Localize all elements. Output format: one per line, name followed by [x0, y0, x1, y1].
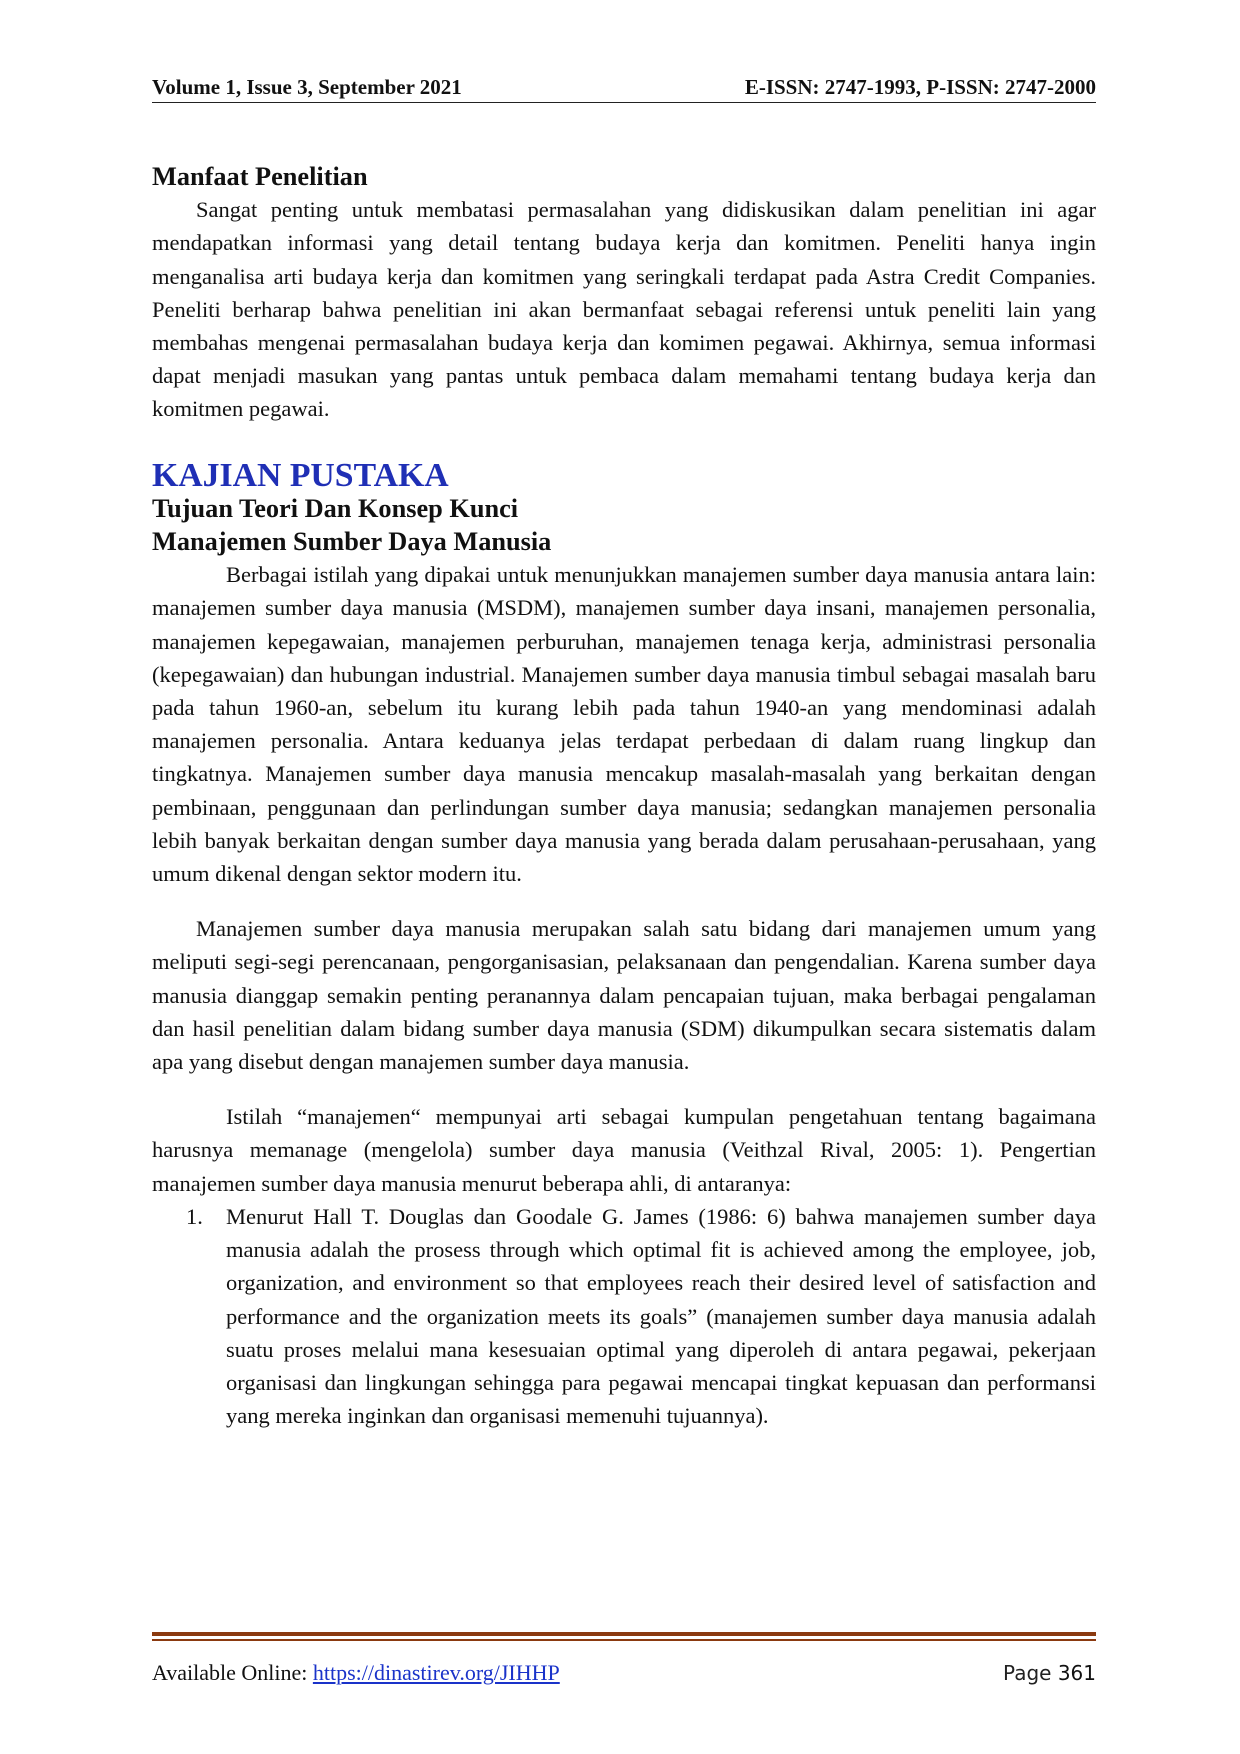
page-label: Page: [1003, 1661, 1058, 1685]
footer-divider-thin: [152, 1639, 1096, 1641]
page-footer: [152, 1660, 1096, 1686]
paragraph-msdm-1: Berbagai istilah yang dipakai untuk menunjukkan manajemen sumber daya manusia antara lain: manajemen sumber daya manusia (MSDM), manajemen sumber daya insani, manajemen personalia, manajemen kepegawaian, manajemen perburuhan, manajemen tenaga kerja, administrasi personalia (kepegawaian) dan hubungan industrial. Manajemen sumber daya manusia timbul sebagai masalah baru pada tahun 1960-an, sebelum itu kurang lebih pada tahun 1940-an yang mendominasi adalah manajemen personalia. Antara keduanya jelas terdapat perbedaan di dalam ruang lingkup dan tingkatnya. Manajemen sumber daya manusia mencakup masalah-masalah yang berkaitan dengan pembinaan, penggunaan dan perlindungan sumber daya manusia; sedangkan manajemen personalia lebih banyak berkaitan dengan sumber daya manusia yang berada dalam perusahaan-perusahaan, yang umum dikenal dengan sektor modern itu.: [152, 562, 1096, 887]
footer-divider-thick: [152, 1632, 1096, 1636]
list-item-number: 1.: [186, 1203, 203, 1229]
article-body: [152, 160, 1096, 1432]
footer-label: Available Online:: [152, 1660, 313, 1685]
subheading-msdm: Manajemen Sumber Daya Manusia: [152, 527, 552, 557]
page-number-block: [1003, 1661, 1096, 1685]
journal-issn: E-ISSN: 2747-1993, P-ISSN: 2747-2000: [744, 75, 1096, 99]
manfaat-heading: Manfaat Penelitian: [152, 162, 368, 191]
list-item-text: Menurut Hall T. Douglas dan Goodale G. James (1986: 6) bahwa manajemen sumber daya manusia adalah the prosess through which optimal fit is achieved among the employee, job, organization, and environment so that employees reach their desired level of satisfaction and performance and the organization meets its goals” (manajemen sumber daya manusia adalah suatu proses melalui mana kesesuaian optimal yang diperoleh di antara pegawai, pekerjaan organisasi dan lingkungan sehingga para pegawai mencapai tingkat kepuasan dan performansi yang mereka inginkan dan organisasi memenuhi tujuannya).: [226, 1203, 1096, 1429]
journal-link[interactable]: https://dinastirev.org/JIHHP: [312, 1660, 560, 1685]
section-heading-kajian-pustaka: KAJIAN PUSTAKA: [152, 456, 449, 494]
paragraph-msdm-3: Istilah “manajemen“ mempunyai arti sebagai kumpulan pengetahuan tentang bagaimana harusnya memanage (mengelola) sumber daya manusia (Veithzal Rival, 2005: 1). Pengertian manajemen sumber daya manusia menurut beberapa ahli, di antaranya:: [152, 1104, 1096, 1196]
page-number: 361: [1057, 1661, 1096, 1685]
list-item: [152, 1200, 1096, 1432]
footer-availability: [152, 1660, 560, 1686]
manfaat-paragraph: Sangat penting untuk membatasi permasalahan yang didiskusikan dalam penelitian ini agar mendapatkan informasi yang detail tentang budaya kerja dan komitmen. Peneliti hanya ingin menganalisa arti budaya kerja dan komitmen yang seringkali terdapat pada Astra Credit Companies. Peneliti berharap bahwa penelitian ini akan bermanfaat sebagai referensi untuk peneliti lain yang membahas mengenai permasalahan budaya kerja dan komimen pegawai. Akhirnya, semua informasi dapat menjadi masukan yang pantas untuk pembaca dalam memahami tentang budaya kerja dan komitmen pegawai.: [152, 197, 1096, 422]
subheading-tujuan-teori: Tujuan Teori Dan Konsep Kunci: [152, 493, 519, 523]
header-divider: [152, 102, 1096, 103]
journal-volume-issue: Volume 1, Issue 3, September 2021: [152, 75, 462, 99]
running-header: [152, 74, 1096, 100]
spacer: [152, 426, 1096, 459]
spacer: [152, 1078, 1096, 1100]
paragraph-msdm-2: Manajemen sumber daya manusia merupakan salah satu bidang dari manajemen umum yang meliputi segi-segi perencanaan, pengorganisasian, pelaksanaan dan pengendalian. Karena sumber daya manusia dianggap semakin penting peranannya dalam pencapaian tujuan, maka berbagai pengalaman dan hasil penelitian dalam bidang sumber daya manusia (SDM) dikumpulkan secara sistematis dalam apa yang disebut dengan manajemen sumber daya manusia.: [152, 916, 1096, 1075]
definition-list: [152, 1200, 1096, 1432]
spacer: [152, 890, 1096, 912]
